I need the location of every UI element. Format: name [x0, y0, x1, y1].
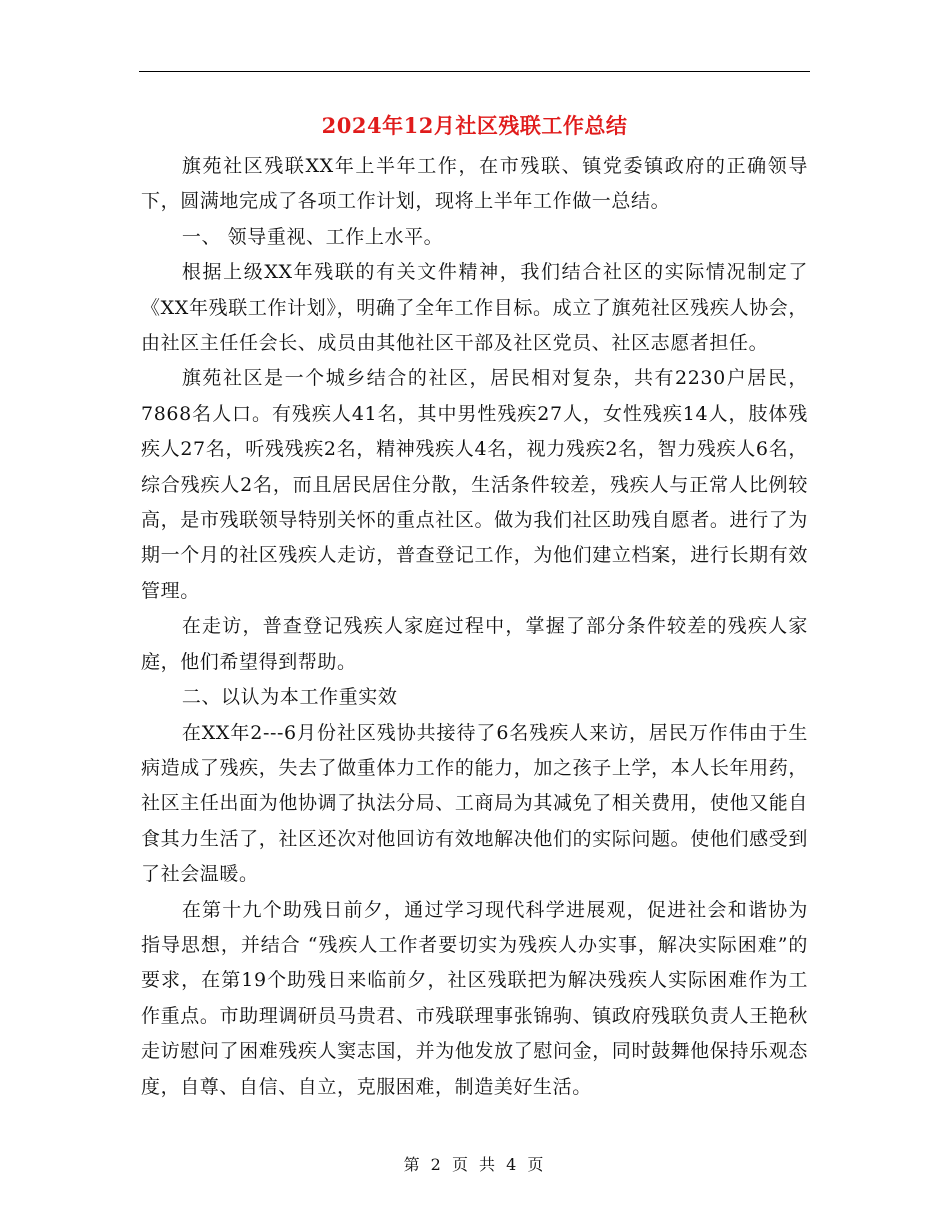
- section-heading-1: 一、 领导重视、工作上水平。: [181, 225, 444, 248]
- section-heading-2: 二、以认为本工作重实效: [181, 686, 398, 709]
- header-rule: [139, 71, 810, 72]
- page-number-footer: 第 2 页 共 4 页: [403, 1155, 547, 1174]
- paragraph-visits: 在走访，普查登记残疾人家庭过程中，掌握了部分条件较差的残疾人家庭，他们希望得到帮助。: [141, 615, 808, 673]
- paragraph-community-stats: 旗苑社区是一个城乡结合的社区，居民相对复杂，共有2230户居民，7868名人口。有残疾人41名，其中男性残疾27人，女性残疾14人，肢体残疾人27名，听残残疾2名，精神残疾人4名，视力残疾2名，智力残疾人6名，综合残疾人2名，而且居民居住分散，生活条件较差，残疾人与正常人比例较高，是市残联领导特别关怀的重点社区。做为我们社区助残自愿者。进行了为期一个月的社区残疾人走访，普查登记工作，为他们建立档案，进行长期有效管理。: [141, 367, 808, 602]
- paragraph-intro: 旗苑社区残联XX年上半年工作，在市残联、镇党委镇政府的正确领导下，圆满地完成了各项工作计划，现将上半年工作做一总结。: [141, 155, 808, 213]
- paragraph-assistance-day: 在第十九个助残日前夕，通过学习现代科学进展观，促进社会和谐协为指导思想，并结合 “残疾人工作者要切实为残疾人办实事，解决实际困难”的要求，在第19个助残日来临前夕，社区残联把为解决残疾人实际困难作为工作重点。市助理调研员马贵君、市残联理事张锦驹、镇政府残联负责人王艳秋走访慰问了困难残疾人窦志国，并为他发放了慰问金，同时鼓舞他保持乐观态度，自尊、自信、自立，克服困难，制造美好生活。: [141, 898, 808, 1098]
- paragraph-plan: 根据上级XX年残联的有关文件精神，我们结合社区的实际情况制定了《XX年残联工作计划》，明确了全年工作目标。成立了旗苑社区残疾人协会，由社区主任任会长、成员由其他社区干部及社区党员、社区志愿者担任。: [141, 261, 808, 355]
- paragraph-case: 在XX年2---6月份社区残协共接待了6名残疾人来访，居民万作伟由于生病造成了残疾，失去了做重体力工作的能力，加之孩子上学，本人长年用药，社区主任出面为他协调了执法分局、工商局为其减免了相关费用，使他又能自食其力生活了，社区还次对他回访有效地解决他们的实际问题。使他们感受到了社会温暖。: [141, 721, 808, 886]
- document-body: [141, 149, 808, 1105]
- document-title: 2024年12月社区残联工作总结: [321, 113, 628, 138]
